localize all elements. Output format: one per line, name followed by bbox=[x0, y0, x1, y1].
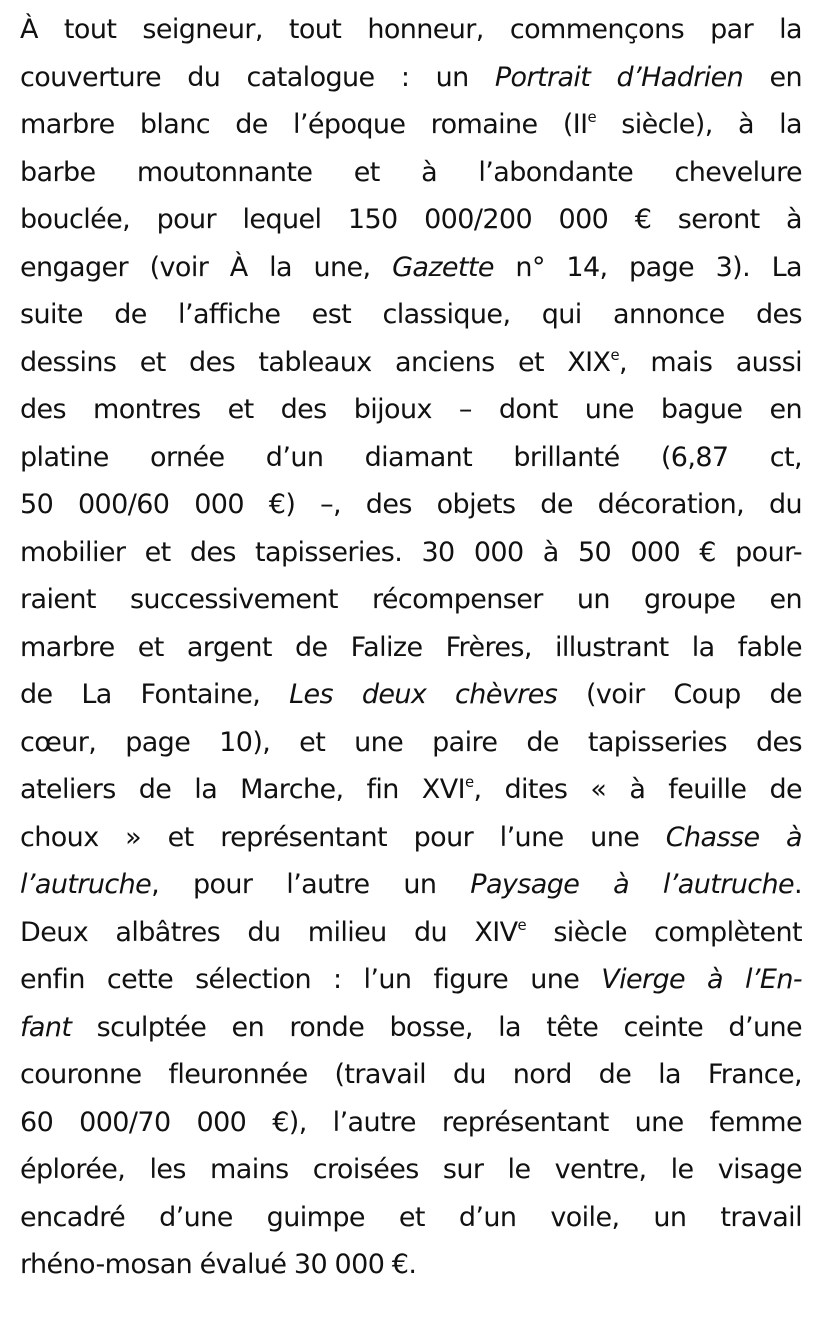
text-run: 50 000/60 000 €) –, des objets de décoration, du bbox=[20, 489, 802, 520]
text-run: mobilier et des tapisseries. 30 000 à 50 000 € pour- bbox=[20, 536, 802, 568]
text-line bbox=[20, 861, 802, 909]
text-line bbox=[20, 1146, 802, 1194]
text-run: marbre et argent de Falize Frères, illustrant la fable bbox=[20, 631, 802, 663]
italic-title: Gazette bbox=[392, 251, 494, 283]
text-line bbox=[20, 6, 802, 54]
superscript: e bbox=[517, 915, 527, 934]
text-line bbox=[20, 956, 802, 1004]
article-body bbox=[20, 6, 802, 1289]
text-run: raient successivement récompenser un groupe en bbox=[20, 584, 802, 615]
text-run: À tout seigneur, tout honneur, commençons par la bbox=[20, 14, 802, 45]
text-line bbox=[20, 196, 802, 244]
text-run: dessins et des tableaux anciens et XIX bbox=[20, 346, 611, 378]
text-line bbox=[20, 624, 802, 672]
text-line bbox=[20, 1099, 802, 1147]
text-line bbox=[20, 576, 802, 624]
italic-title: l’autruche bbox=[20, 869, 152, 900]
text-run: (voir Coup de bbox=[557, 679, 803, 710]
text-run: ateliers de la Marche, fin XVI bbox=[20, 774, 465, 805]
text-run: couronne fleuronnée (travail du nord de la France, bbox=[20, 1059, 802, 1090]
text-run: siècle complètent bbox=[526, 916, 802, 948]
text-run: bouclée, pour lequel 150 000/200 000 € seront à bbox=[20, 204, 802, 235]
text-run: n° 14, page 3). La bbox=[493, 251, 802, 283]
text-run: platine ornée d’un diamant brillanté (6,87 ct, bbox=[20, 441, 802, 473]
text-line bbox=[20, 766, 802, 814]
text-line bbox=[20, 149, 802, 197]
text-run: en bbox=[743, 61, 802, 93]
text-line bbox=[20, 481, 802, 529]
text-run: , mais aussi bbox=[619, 346, 802, 378]
italic-title: Portrait d’Hadrien bbox=[494, 61, 744, 93]
text-line bbox=[20, 1241, 802, 1289]
italic-title: Chasse à bbox=[665, 821, 802, 853]
text-line bbox=[20, 1194, 802, 1242]
text-line bbox=[20, 719, 802, 767]
superscript: e bbox=[587, 107, 597, 126]
text-run: éplorée, les mains croisées sur le ventre, le visage bbox=[20, 1154, 802, 1185]
text-line bbox=[20, 244, 802, 292]
text-run: , dites « à feuille de bbox=[473, 774, 802, 805]
text-run: . bbox=[794, 869, 802, 900]
text-run: enfin cette sélection : l’un figure une bbox=[20, 964, 602, 995]
text-line bbox=[20, 434, 802, 482]
text-run: , pour l’autre un bbox=[151, 869, 471, 900]
text-line bbox=[20, 339, 802, 387]
text-run: de La Fontaine, bbox=[20, 679, 290, 710]
text-run: choux » et représentant pour l’une une bbox=[20, 821, 666, 853]
text-line bbox=[20, 101, 802, 149]
text-line bbox=[20, 814, 802, 862]
text-run: marbre blanc de l’époque romaine (II bbox=[20, 109, 588, 140]
text-run: encadré d’une guimpe et d’un voile, un travail bbox=[20, 1201, 802, 1233]
text-line bbox=[20, 291, 802, 339]
text-run: engager (voir À la une, bbox=[20, 251, 393, 283]
text-line bbox=[20, 386, 802, 434]
text-run: sculptée en ronde bosse, la tête ceinte d’une bbox=[71, 1011, 802, 1043]
text-run: 60 000/70 000 €), l’autre représentant une femme bbox=[20, 1106, 802, 1138]
text-run: couverture du catalogue : un bbox=[20, 61, 495, 93]
text-line bbox=[20, 54, 802, 102]
italic-title: Vierge à l’En- bbox=[601, 964, 802, 995]
italic-title: fant bbox=[20, 1011, 72, 1043]
text-line bbox=[20, 1004, 802, 1052]
text-run: des montres et des bijoux – dont une bague en bbox=[20, 394, 802, 425]
text-run: suite de l’affiche est classique, qui annonce des bbox=[20, 299, 802, 330]
text-run: barbe moutonnante et à l’abondante chevelure bbox=[20, 156, 802, 188]
italic-title: Paysage à l’autruche bbox=[470, 869, 795, 900]
text-line bbox=[20, 1051, 802, 1099]
text-run: siècle), à la bbox=[596, 109, 802, 140]
superscript: e bbox=[610, 345, 619, 364]
text-run: rhéno-mosan évalué 30 000 €. bbox=[20, 1249, 417, 1280]
text-run: Deux albâtres du milieu du XIV bbox=[20, 916, 518, 948]
text-run: cœur, page 10), et une paire de tapisseries des bbox=[20, 726, 802, 758]
superscript: e bbox=[464, 772, 474, 791]
italic-title: Les deux chèvres bbox=[289, 679, 558, 710]
text-line bbox=[20, 671, 802, 719]
text-line bbox=[20, 529, 802, 577]
text-line bbox=[20, 909, 802, 957]
